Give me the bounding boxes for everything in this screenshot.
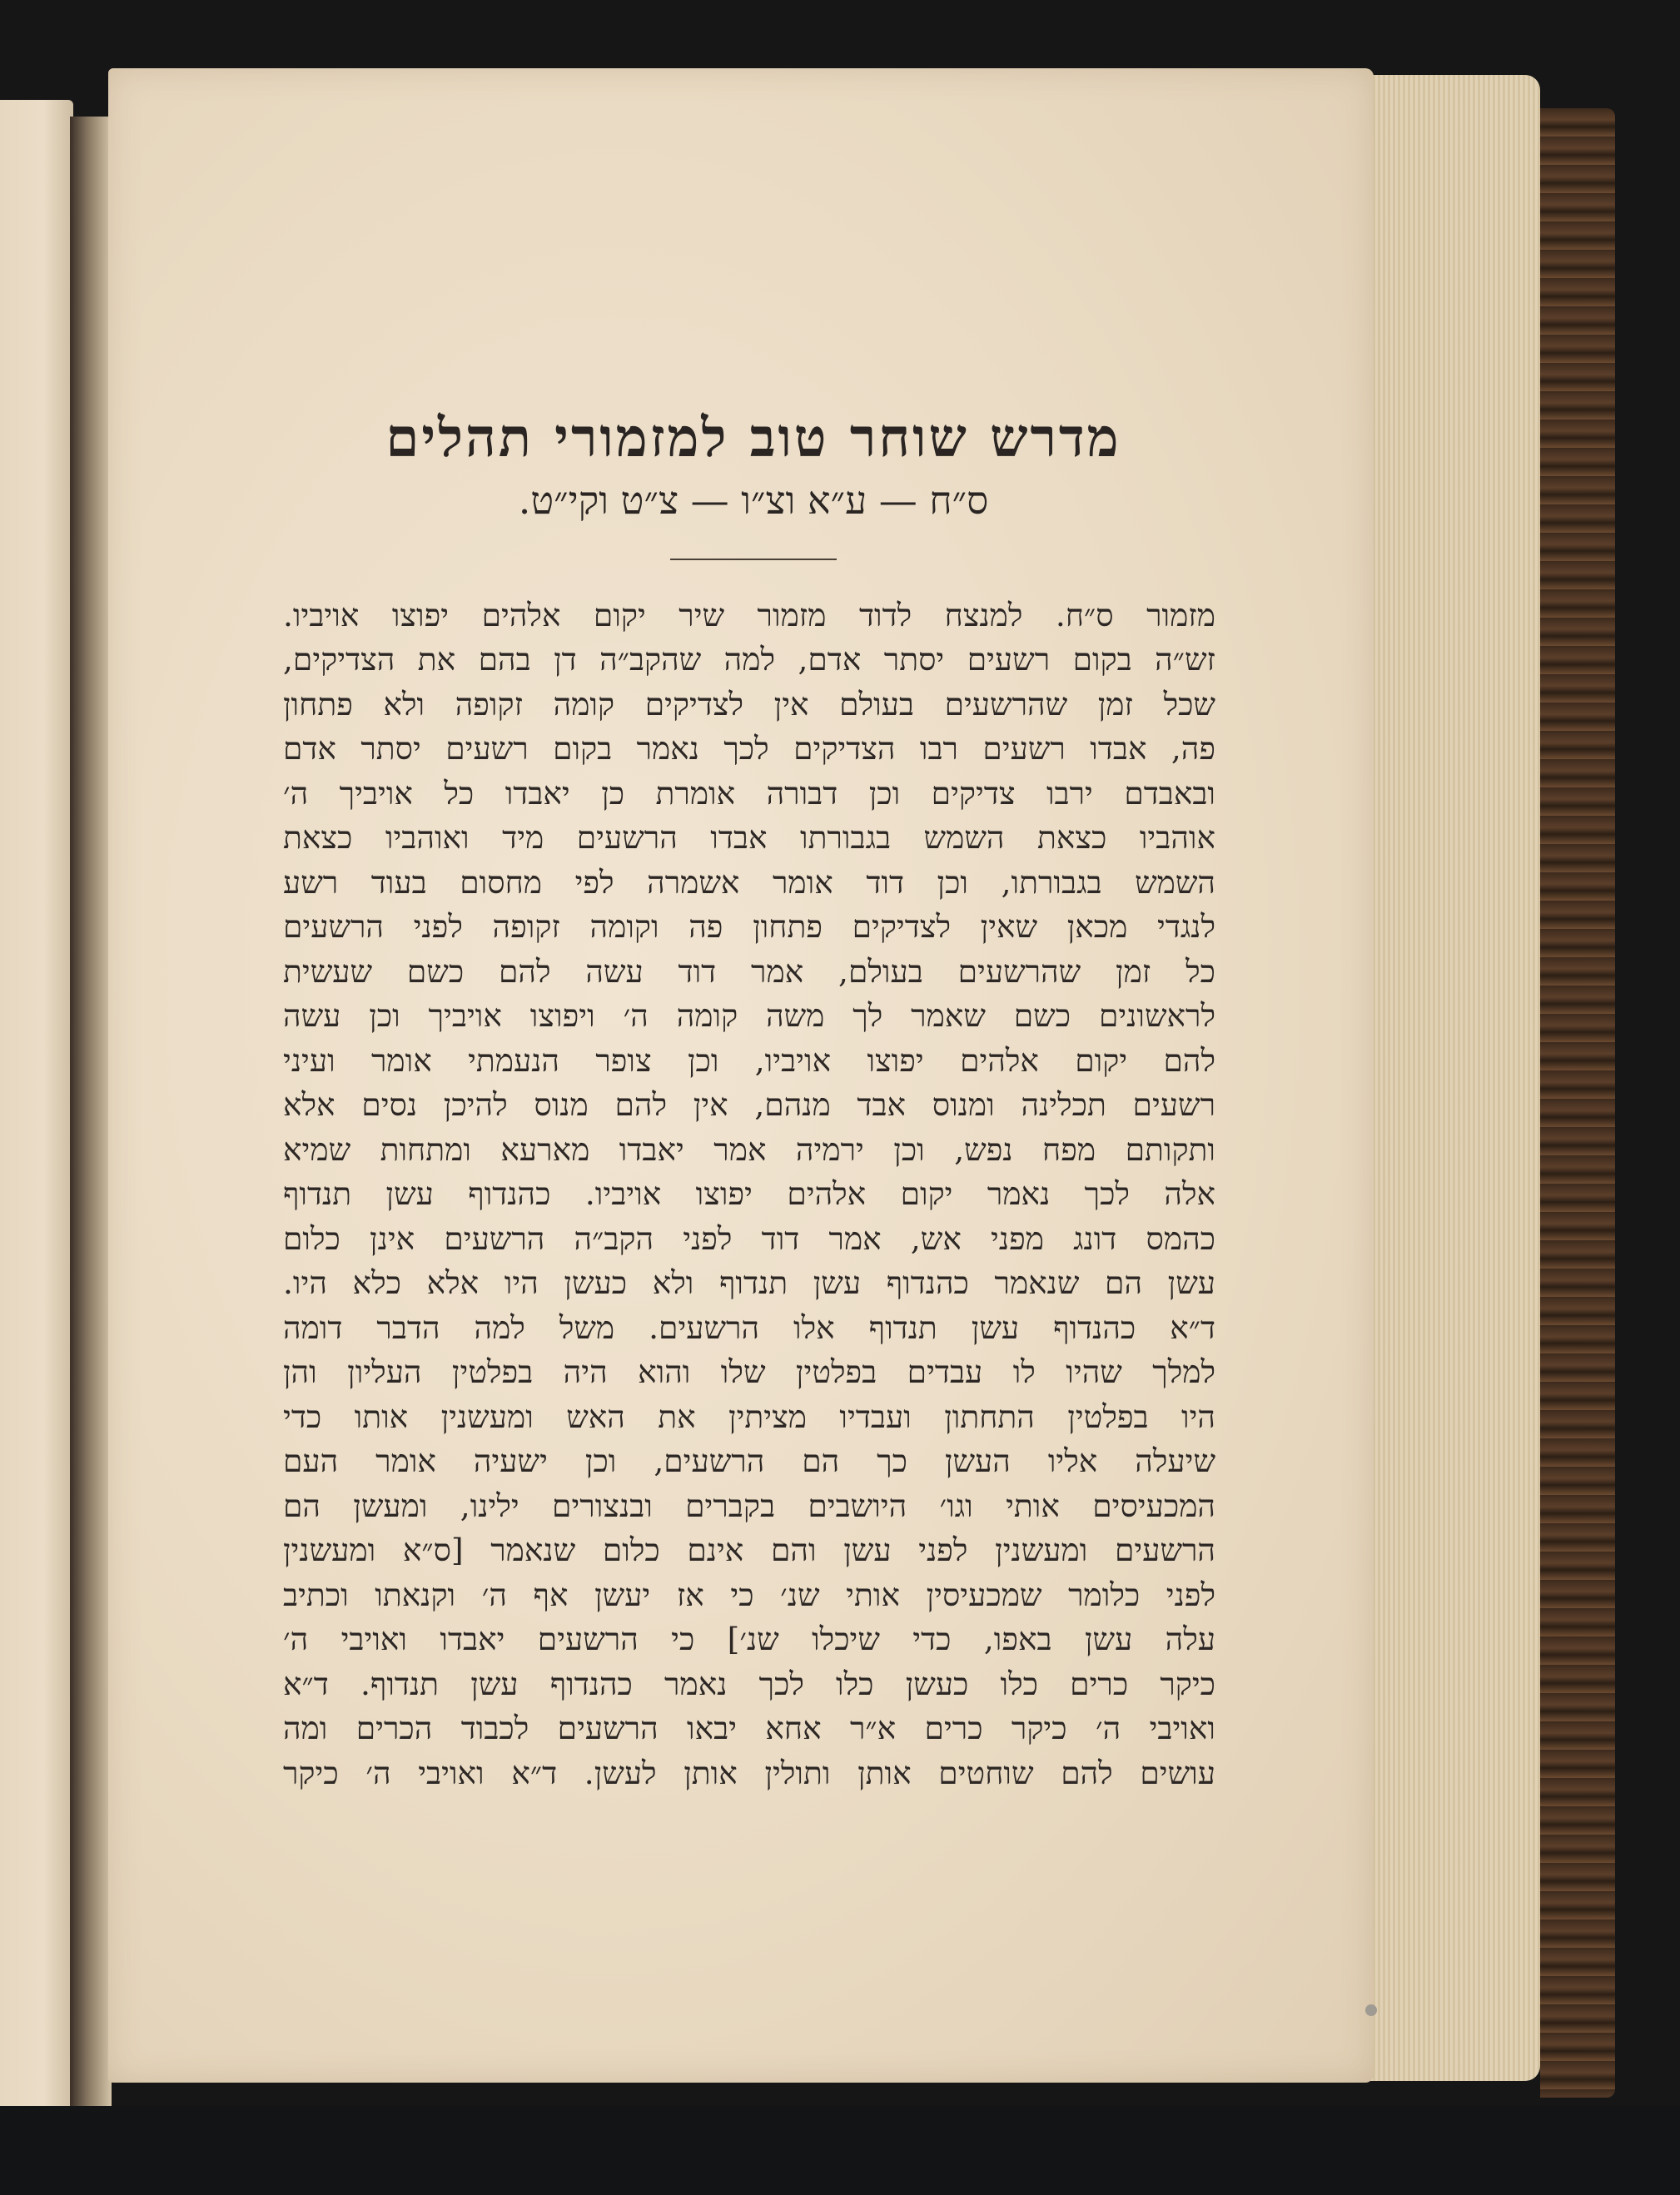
text-line: כל זמן שהרשעים בעולם, אמר דוד עשה להם כשם שעשית (283, 952, 1215, 990)
text-line: מזמור ס״ח. למנצח לדוד מזמור שיר יקום אלהים יפוצו אויביו. (283, 596, 1215, 633)
book-gutter (70, 117, 112, 2106)
text-line: למלך שהיו לו עבדים בפלטין שלו והוא היה בפלטין העליון והן (283, 1353, 1215, 1391)
text-line: עשן הם שנאמר כהנדוף עשן תנדוף ולא כעשן היו אלא כלא היו. (283, 1264, 1215, 1302)
page-blemish (1365, 2004, 1377, 2016)
left-page-fragment (0, 100, 73, 2123)
text-line: ובאבדם ירבו צדיקים וכן דבורה אומרת כן יאבדו כל אויביך ה׳ (283, 774, 1215, 812)
page-content (283, 408, 1224, 1795)
title-divider (670, 559, 837, 560)
text-line: פה, אבדו רשעים רבו הצדיקים לכך נאמר בקום רשעים יסתר אדם (283, 730, 1215, 767)
text-line: כיקר כרים כלו כעשן כלו לכך נאמר כהנדוף עשן תנדוף. ד״א (283, 1665, 1215, 1702)
text-line: עלה עשן באפו, כדי שיכלו שנ׳] כי הרשעים יאבדו ואויבי ה׳ (283, 1621, 1215, 1658)
text-line: המכעיסים אותי וגו׳ היושבים בקברים ובנצורים ילינו, ומעשן הם (283, 1487, 1215, 1524)
page-edges (1365, 75, 1540, 2081)
text-line: הרשעים ומעשנין לפני עשן והם אינם כלום שנאמר [ס״א ומעשנין (283, 1532, 1215, 1569)
page-subtitle: ס״ח — ע״א וצ״ו — צ״ט וקי״ט. (518, 477, 989, 523)
page-title: מדרש שוחר טוב למזמורי תהלים (385, 407, 1121, 469)
body-text (283, 593, 1224, 1796)
text-line: אוהביו כצאת השמש בגבורתו אבדו הרשעים מיד ואוהביו כצאת (283, 819, 1215, 857)
text-line: היו בפלטין התחתון ועבדיו מציתין את האש ומעשנין אותו כדי (283, 1398, 1215, 1435)
text-line: לנגדי מכאן שאין לצדיקים פתחון פה וקומה זקופה לפני הרשעים (283, 908, 1215, 946)
text-line: לפני כלומר שמכעיסין אותי שנ׳ כי אז יעשן אף ה׳ וקנאתו וכתיב (283, 1576, 1215, 1613)
text-line: עושים להם שוחטים אותן ותולין אותן לעשן. ד״א ואויבי ה׳ כיקר (283, 1754, 1215, 1791)
text-line: ותקותם מפח נפש, וכן ירמיה אמר יאבדו מארעא ומתחות שמיא (283, 1130, 1215, 1168)
text-line: ואויבי ה׳ כיקר כרים א״ר אחא יבאו הרשעים לכבוד הכרים ומה (283, 1710, 1215, 1747)
text-line: השמש בגבורתו, וכן דוד אומר אשמרה לפי מחסום בעוד רשע (283, 863, 1215, 901)
text-line: לראשונים כשם שאמר לך משה קומה ה׳ ויפוצו אויביך וכן עשה (283, 997, 1215, 1035)
bottom-cloth (0, 2106, 1680, 2195)
text-line: להם יקום אלהים יפוצו אויביו, וכן צופר הנעמתי אומר ועיני (283, 1041, 1215, 1079)
text-line: זש״ה בקום רשעים יסתר אדם, למה שהקב״ה דן בהם את הצדיקים, (283, 641, 1215, 678)
text-line: אלה לכך נאמר יקום אלהים יפוצו אויביו. כהנדוף עשן תנדוף (283, 1175, 1215, 1213)
text-line: שכל זמן שהרשעים בעולם אין לצדיקים קומה זקופה ולא פתחון (283, 685, 1215, 723)
book-spine (1540, 108, 1615, 2098)
text-line: רשעים תכלינה ומנוס אבד מנהם, אין להם מנוס להיכן נסים אלא (283, 1086, 1215, 1124)
text-line: כהמס דונג מפני אש, אמר דוד לפני הקב״ה הרשעים אינן כלום (283, 1219, 1215, 1257)
text-line: ד״א כהנדוף עשן תנדוף אלו הרשעים. משל למה הדבר דומה (283, 1309, 1215, 1346)
text-line: שיעלה אליו העשן כך הם הרשעים, וכן ישעיה אומר העם (283, 1443, 1215, 1480)
